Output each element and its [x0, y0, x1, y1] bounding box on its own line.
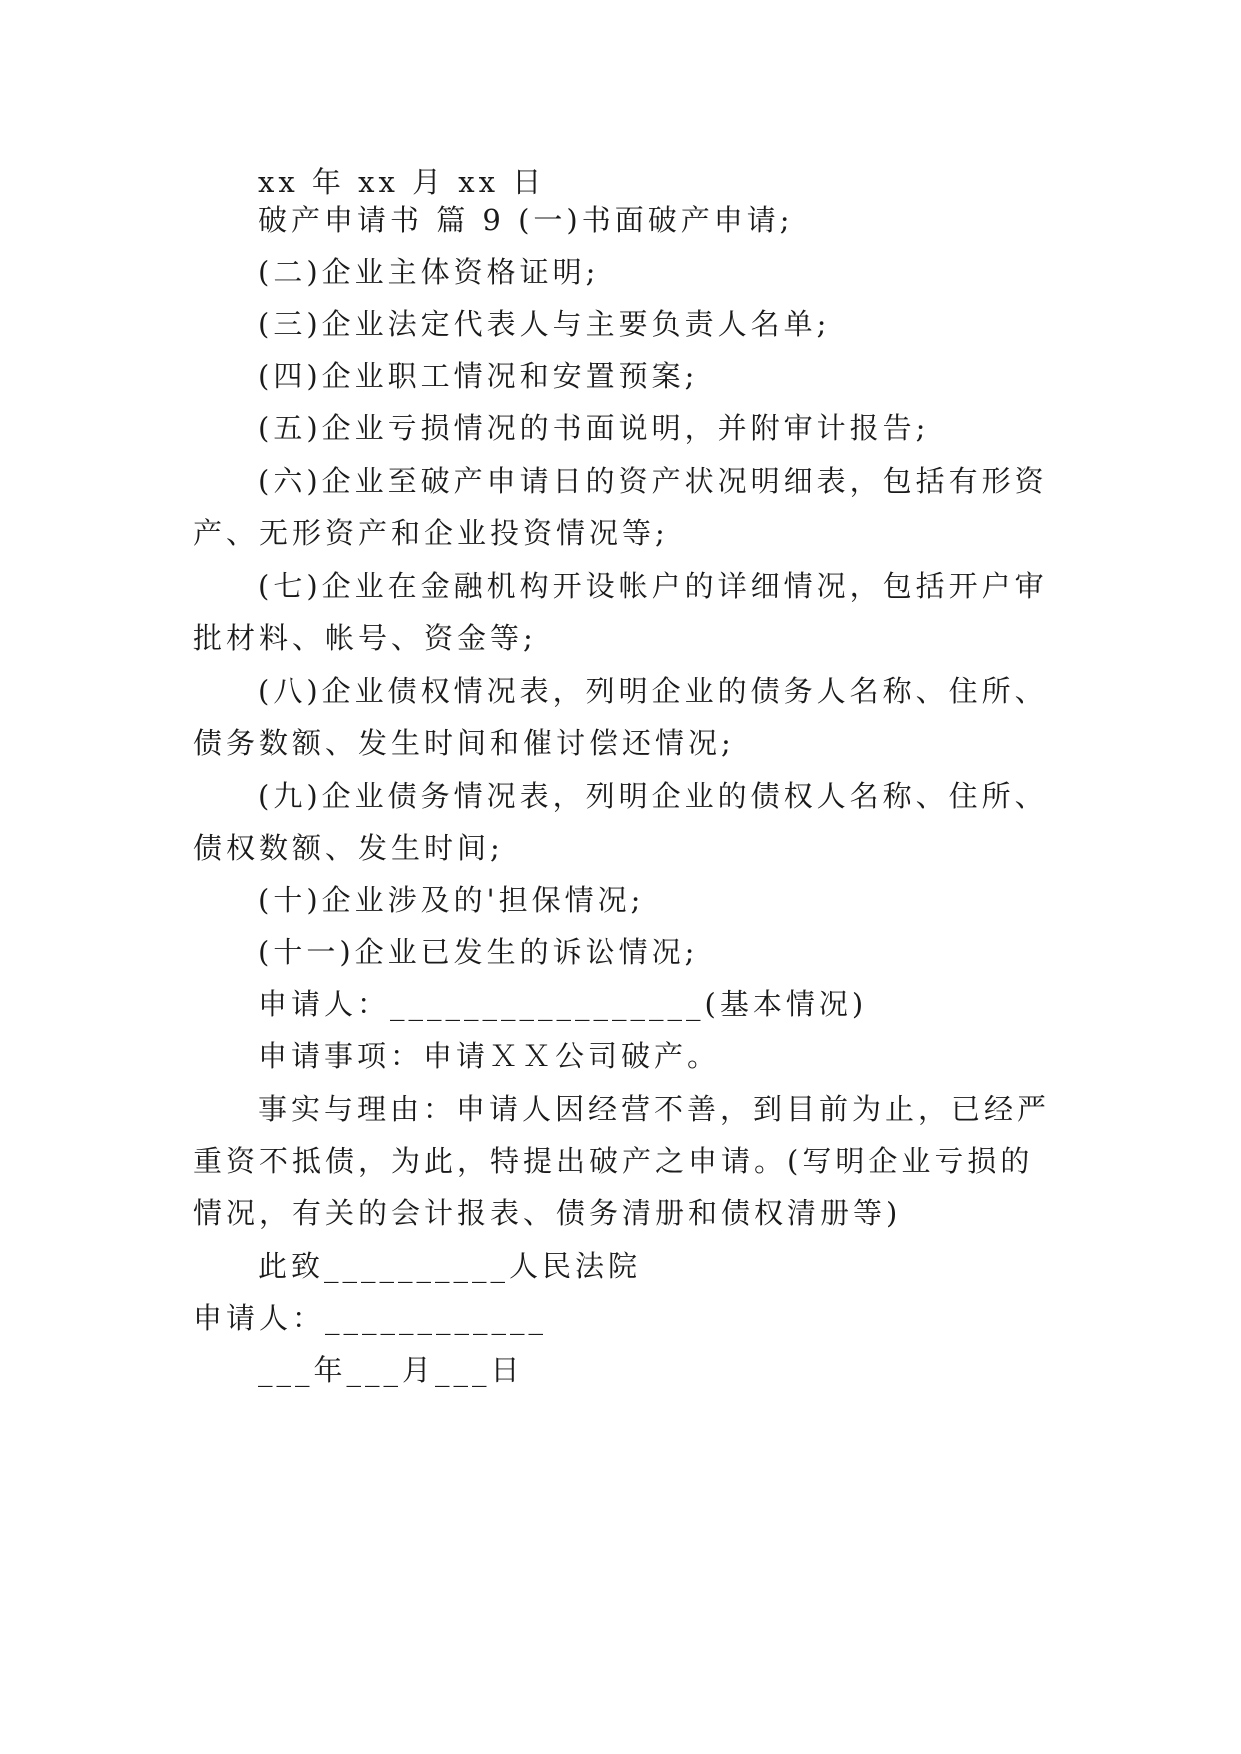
heading-and-item-1: 破产申请书 篇 9 (一)书面破产申请;	[258, 203, 794, 237]
item-6-line-2: 产、无形资产和企业投资情况等;	[193, 516, 669, 550]
addressee-court: 此致__________人民法院	[258, 1249, 642, 1283]
item-4: (四)企业职工情况和安置预案;	[258, 359, 699, 393]
item-8-line-1: (八)企业债权情况表，列明企业的债务人名称、住所、	[258, 674, 1048, 708]
item-5: (五)企业亏损情况的书面说明，并附审计报告;	[258, 411, 930, 445]
applicant-line: 申请人：_________________(基本情况)	[258, 987, 868, 1021]
facts-reasons-line-2: 重资不抵债，为此，特提出破产之申请。(写明企业亏损的	[193, 1144, 1034, 1178]
item-7-line-2: 批材料、帐号、资金等;	[193, 621, 537, 655]
facts-reasons-line-3: 情况，有关的会计报表、债务清册和债权清册等)	[193, 1196, 902, 1230]
item-8-line-2: 债务数额、发生时间和催讨偿还情况;	[193, 726, 735, 760]
item-11: (十一)企业已发生的诉讼情况;	[258, 935, 699, 969]
item-2: (二)企业主体资格证明;	[258, 255, 600, 289]
facts-reasons-line-1: 事实与理由：申请人因经营不善，到目前为止，已经严	[258, 1092, 1051, 1126]
signature-date: ___年___月___日	[258, 1353, 524, 1387]
item-6-line-1: (六)企业至破产申请日的资产状况明细表，包括有形资	[258, 464, 1048, 498]
item-10: (十)企业涉及的'担保情况;	[258, 883, 645, 917]
signature-applicant: 申请人：____________	[193, 1301, 548, 1335]
date-line: xx 年 xx 月 xx 日	[258, 165, 546, 199]
application-matter: 申请事项：申请ＸＸ公司破产。	[258, 1039, 721, 1073]
item-7-line-1: (七)企业在金融机构开设帐户的详细情况，包括开户审	[258, 569, 1048, 603]
item-9-line-1: (九)企业债务情况表，列明企业的债权人名称、住所、	[258, 779, 1048, 813]
item-3: (三)企业法定代表人与主要负责人名单;	[258, 307, 831, 341]
item-9-line-2: 债权数额、发生时间;	[193, 831, 504, 865]
